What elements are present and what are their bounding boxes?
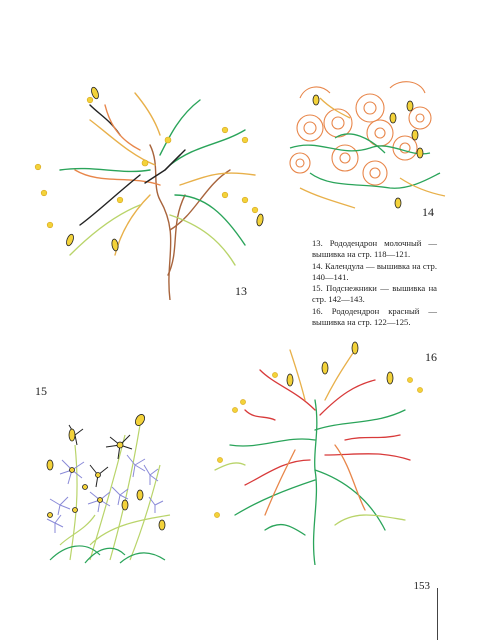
page-number-rule [437,588,438,640]
figures-caption [312,238,437,328]
figure-15-illustration [30,405,190,565]
rhododendron-milky-drawing [20,75,270,300]
page-number: 153 [413,580,430,592]
calendula-drawing [280,78,450,213]
caption-line-14: 14. Календула — вышивка на стр. 140—141. [312,260,437,282]
caption-line-15: 15. Подснежники — вышивка на стр. 142—143. [312,283,437,305]
figure-13-number: 13 [235,284,247,298]
figure-16-illustration [205,340,440,565]
caption-line-13: 13. Рододендрон молочный — вышивка на стр. 118—121. [312,238,437,260]
figure-13-illustration [20,75,270,300]
rhododendron-red-drawing [205,340,440,565]
figure-16-number: 16 [425,350,437,364]
figure-14-number: 14 [422,205,434,219]
figure-14-illustration [280,78,450,213]
figure-15-number: 15 [35,384,47,398]
snowdrops-drawing [30,405,190,565]
caption-line-16: 16. Рододендрон красный — вышивка на стр. 122—125. [312,305,437,328]
